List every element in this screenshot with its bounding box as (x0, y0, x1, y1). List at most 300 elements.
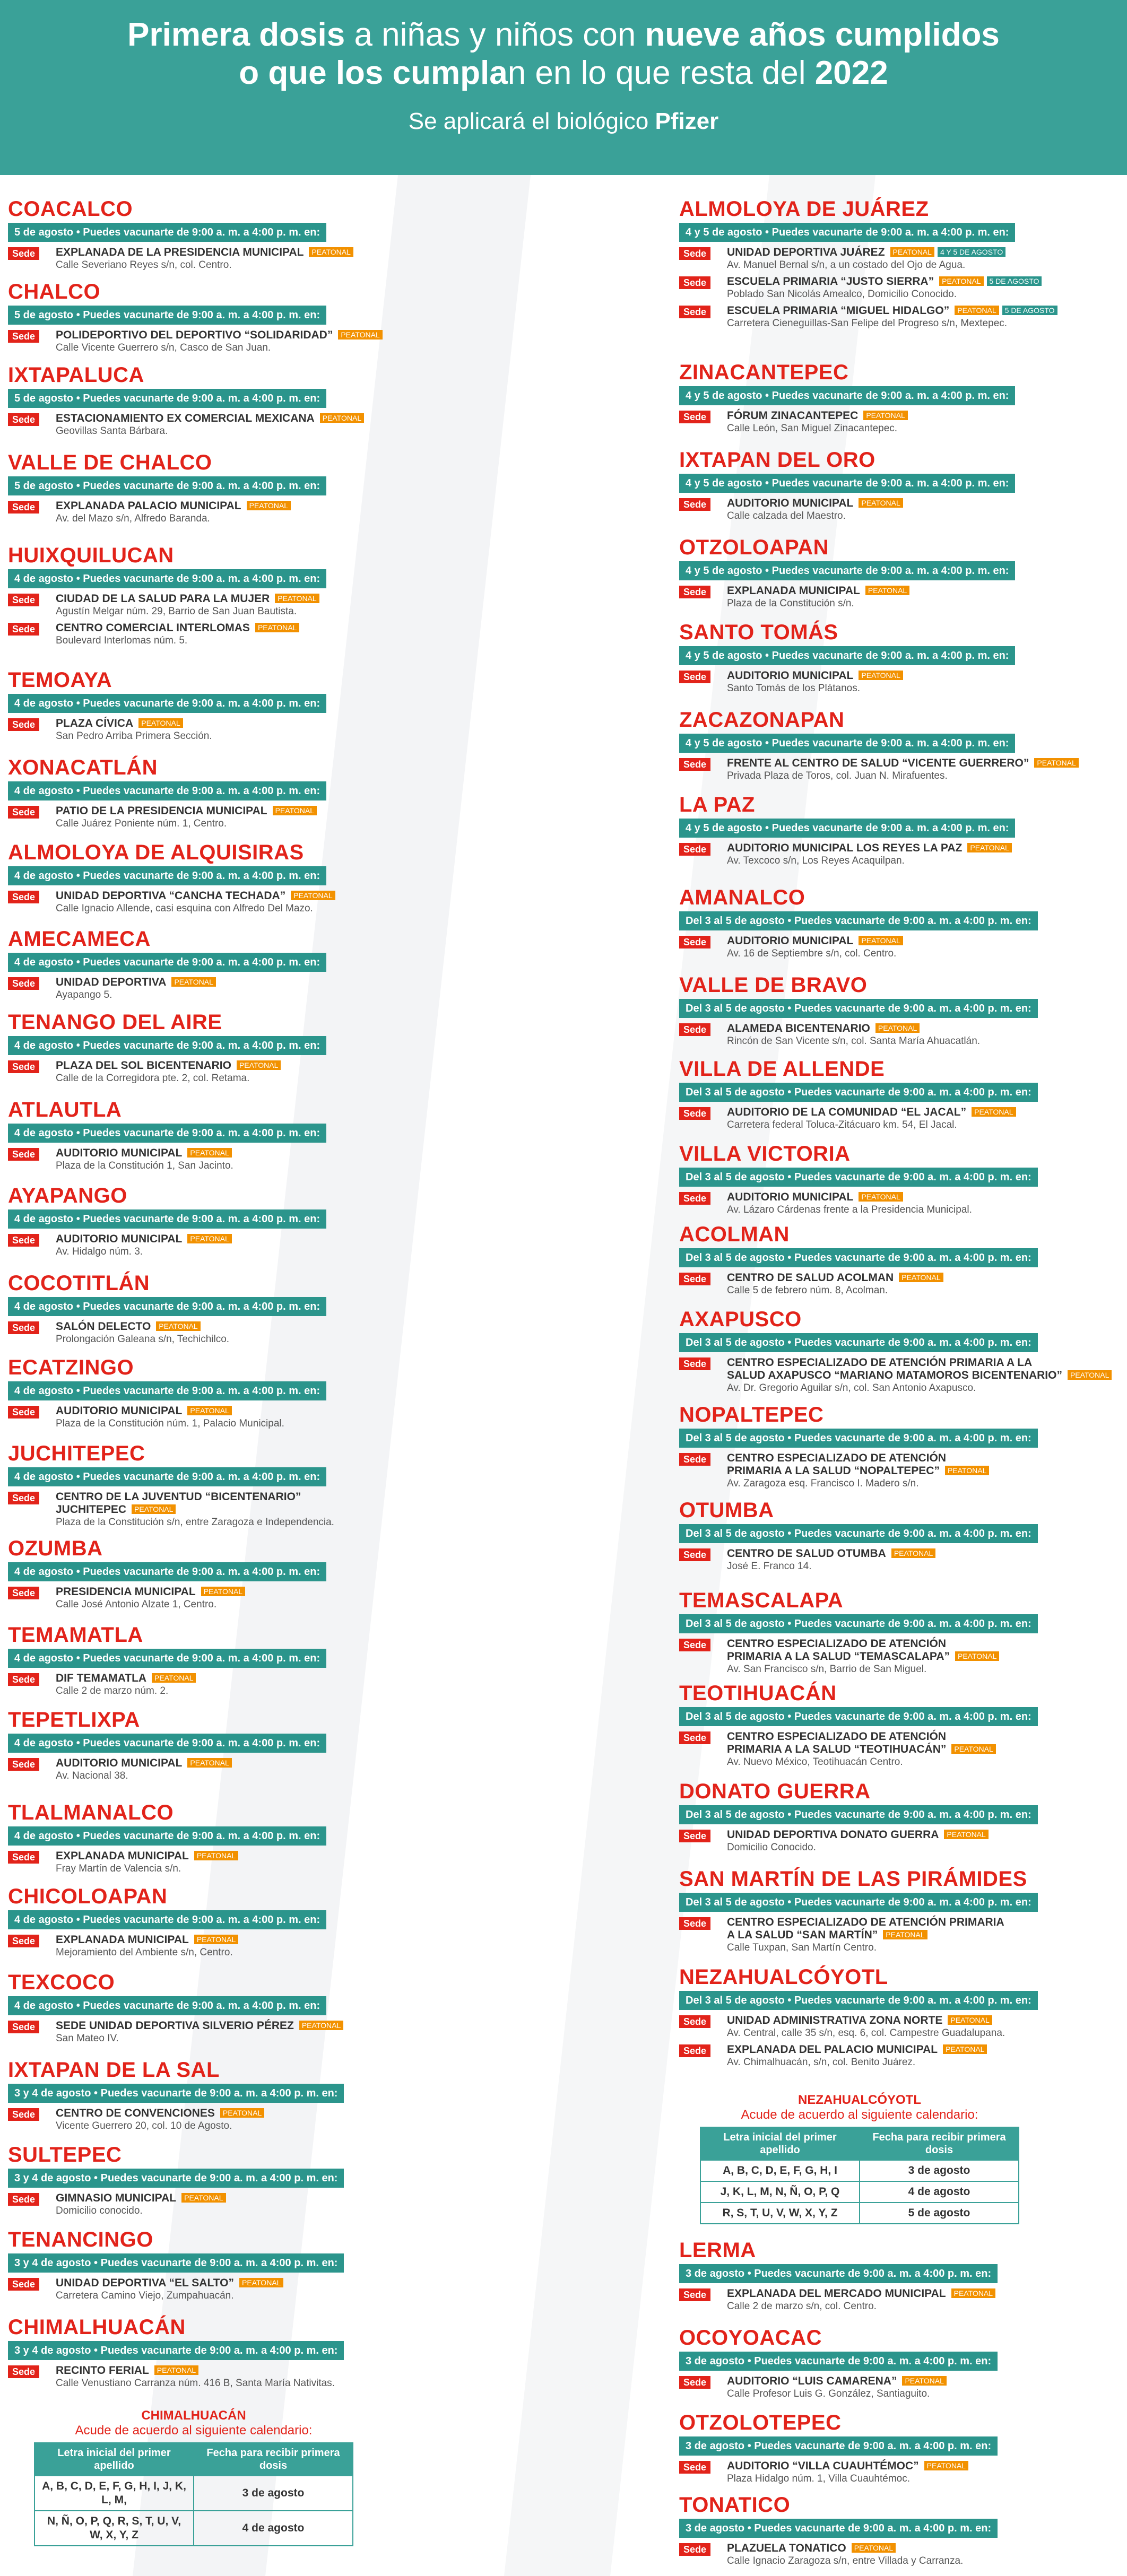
schedule-bar: Del 3 al 5 de agosto • Puedes vacunarte de 9:00 a. m. a 4:00 p. m. en: (679, 1524, 1038, 1543)
sede-tag: Sede (8, 413, 39, 426)
municipality-name: LA PAZ (679, 793, 755, 816)
venue-address: San Mateo IV. (56, 2033, 119, 2044)
venue-address: Plaza de la Constitución s/n, entre Zaragoza e Independencia. (56, 1517, 334, 1528)
municipality-name: TEXCOCO (8, 1971, 115, 1994)
municipality-name: SANTO TOMÁS (679, 621, 838, 644)
schedule-bar: Del 3 al 5 de agosto • Puedes vacunarte de 9:00 a. m. a 4:00 p. m. en: (679, 1707, 1038, 1726)
venue-name-text: CENTRO ESPECIALIZADO DE ATENCIÓN (727, 1730, 947, 1743)
headline-line-1: Primera dosis a niñas y niños con nueve años cumplidos (127, 16, 1000, 53)
venue-name-text: PLAZUELA TONATICO (727, 2542, 846, 2554)
venue-name-text: PLAZA CÍVICA (56, 717, 134, 729)
sede-tag: Sede (8, 2278, 39, 2291)
peatonal-badge: PEATONAL (945, 1466, 989, 1475)
municipality-block (679, 1223, 1125, 1296)
venue-entry (679, 669, 1125, 694)
sede-tag: Sede (8, 1406, 39, 1418)
sede-tag: Sede (679, 2015, 710, 2028)
venue-name-text: CENTRO DE CONVENCIONES (56, 2107, 215, 2119)
venue-address: Mejoramiento del Ambiente s/n, Centro. (56, 1947, 233, 1958)
calendar-subtitle: Acude de acuerdo al siguiente calendario: (75, 2423, 313, 2438)
venue-name-text: UNIDAD DEPORTIVA “CANCHA TECHADA” (56, 890, 286, 902)
venue-entry (679, 1356, 1125, 1394)
sede-tag: Sede (679, 1192, 710, 1205)
venue-name-text: EXPLANADA DE LA PRESIDENCIA MUNICIPAL (56, 246, 304, 258)
municipality-name: NOPALTEPEC (679, 1403, 824, 1426)
venue-name-text: PRIMARIA A LA SALUD “TEOTIHUACÁN” (727, 1743, 947, 1755)
venue-name-line-2 (727, 1465, 1125, 1477)
schedule-bar: 3 de agosto • Puedes vacunarte de 9:00 a. m. a 4:00 p. m. en: (679, 2352, 998, 2371)
venue-entry (8, 2364, 666, 2389)
schedule-bar: Del 3 al 5 de agosto • Puedes vacunarte de 9:00 a. m. a 4:00 p. m. en: (679, 1429, 1038, 1448)
venue-name-text: CENTRO ESPECIALIZADO DE ATENCIÓN PRIMARIA A LA (727, 1356, 1033, 1369)
venue-address: Calle Profesor Luis G. González, Santiaguito. (727, 2388, 930, 2399)
schedule-bar: 3 y 4 de agosto • Puedes vacunarte de 9:00 a. m. a 4:00 p. m. en: (8, 2169, 344, 2188)
vaccine-note: Se aplicará el biológico Pfizer (408, 108, 719, 134)
venue-name-text: AUDITORIO MUNICIPAL (727, 497, 854, 509)
sede-tag: Sede (679, 306, 710, 318)
venue-entry (679, 1191, 1125, 1216)
venue-name-text: UNIDAD ADMINISTRATIVA ZONA NORTE (727, 2014, 943, 2026)
venue-name (56, 500, 666, 512)
venue-entry (679, 497, 1125, 522)
calendar-title: NEZAHUALCÓYOTL (798, 2093, 921, 2107)
venue-entry (679, 1022, 1125, 1047)
venue-entry (679, 2287, 1125, 2312)
venue-name-text: CIUDAD DE LA SALUD PARA LA MUJER (56, 593, 270, 605)
venue-name-text: AUDITORIO MUNICIPAL (727, 935, 854, 947)
municipality-name: VILLA VICTORIA (679, 1142, 851, 1165)
municipality-block (8, 1098, 666, 1172)
venue-address: Calle Severiano Reyes s/n, col. Centro. (56, 259, 232, 271)
venue-entry (8, 2277, 666, 2302)
sede-tag: Sede (8, 1060, 39, 1073)
municipality-block (8, 280, 666, 354)
peatonal-badge: PEATONAL (955, 1651, 999, 1661)
sede-tag: Sede (8, 1935, 39, 1947)
municipality-block (8, 756, 666, 830)
headline-line-2: o que los cumplan en lo que resta del 2022 (239, 55, 888, 91)
letters-cell: A, B, C, D, E, F, G, H, I, J, K, L, M, (34, 2476, 194, 2511)
venue-name-text: AUDITORIO MUNICIPAL (56, 1405, 183, 1417)
municipality-name: AMANALCO (679, 886, 805, 909)
venue-entry (679, 1452, 1125, 1490)
calendar-table (700, 2127, 1019, 2224)
venue-name-text: JUCHITEPEC (56, 1503, 127, 1516)
venue-name-text: GIMNASIO MUNICIPAL (56, 2192, 177, 2204)
venue-name (727, 1272, 1125, 1284)
sede-tag: Sede (679, 2543, 710, 2556)
venue-address: Calle calzada del Maestro. (727, 510, 846, 521)
municipality-name: SAN MARTÍN DE LAS PIRÁMIDES (679, 1867, 1027, 1891)
venue-name (56, 1491, 666, 1503)
venue-name-text: CENTRO ESPECIALIZADO DE ATENCIÓN (727, 1638, 947, 1650)
sede-tag: Sede (679, 843, 710, 856)
schedule-bar: Del 3 al 5 de agosto • Puedes vacunarte de 9:00 a. m. a 4:00 p. m. en: (679, 1893, 1038, 1912)
sede-tag: Sede (679, 1731, 710, 1744)
sede-tag: Sede (679, 276, 710, 289)
venue-name-text: AUDITORIO MUNICIPAL (56, 1147, 183, 1159)
municipality-name: IXTAPAN DE LA SAL (8, 2058, 220, 2082)
municipality-name: ALMOLOYA DE ALQUISIRAS (8, 841, 304, 864)
venue-name-text: EXPLANADA MUNICIPAL (56, 1934, 189, 1946)
municipality-block (8, 1801, 666, 1875)
municipality-name: COACALCO (8, 197, 133, 221)
municipality-block (679, 886, 1125, 960)
municipality-name: AYAPANGO (8, 1184, 127, 1207)
venue-name-text: UNIDAD DEPORTIVA “EL SALTO” (56, 2277, 235, 2289)
calendar-title: CHIMALHUACÁN (141, 2408, 246, 2423)
peatonal-badge: PEATONAL (891, 1548, 935, 1558)
schedule-bar: Del 3 al 5 de agosto • Puedes vacunarte de 9:00 a. m. a 4:00 p. m. en: (679, 1333, 1038, 1352)
venue-name (56, 1059, 666, 1072)
venue-entry (679, 410, 1125, 434)
venue-name-text: DIF TEMAMATLA (56, 1672, 147, 1684)
venue-entry (679, 585, 1125, 610)
venue-address: Av. Texcoco s/n, Los Reyes Acaquilpan. (727, 855, 905, 866)
venue-address: Boulevard Interlomas núm. 5. (56, 635, 188, 646)
venue-name (56, 1405, 666, 1417)
venue-address: Av. del Mazo s/n, Alfredo Baranda. (56, 513, 210, 524)
venue-name-text: ESTACIONAMIENTO EX COMERCIAL MEXICANA (56, 412, 315, 424)
venue-name-text: FÓRUM ZINACANTEPEC (727, 410, 859, 422)
venue-address: Calle 2 de marzo s/n, col. Centro. (727, 2301, 877, 2312)
venue-name-text: EXPLANADA DEL MERCADO MUNICIPAL (727, 2287, 946, 2300)
venue-name-text: ALAMEDA BICENTENARIO (727, 1022, 870, 1034)
venue-name (56, 1757, 666, 1770)
venue-name (56, 1233, 666, 1246)
venue-entry (679, 2014, 1125, 2039)
municipality-name: VALLE DE BRAVO (679, 973, 868, 997)
peatonal-badge: PEATONAL (138, 718, 183, 728)
peatonal-badge: PEATONAL (902, 2376, 946, 2386)
municipality-block (679, 1965, 1125, 2068)
schedule-bar: 4 de agosto • Puedes vacunarte de 9:00 a. m. a 4:00 p. m. en: (8, 1036, 326, 1055)
venue-address: Plaza de la Constitución núm. 1, Palacio Municipal. (56, 1418, 284, 1429)
venue-address: Av. Central, calle 35 s/n, esq. 6, col. Campestre Guadalupana. (727, 2027, 1005, 2039)
venue-address: Calle Venustiano Carranza núm. 416 B, Santa María Nativitas. (56, 2378, 335, 2389)
schedule-bar: 4 de agosto • Puedes vacunarte de 9:00 a. m. a 4:00 p. m. en: (8, 1209, 326, 1229)
municipality-name: TEMOAYA (8, 668, 112, 692)
sede-tag: Sede (679, 1023, 710, 1036)
venue-address: Prolongación Galeana s/n, Techichilco. (56, 1334, 230, 1345)
schedule-bar: 3 y 4 de agosto • Puedes vacunarte de 9:00 a. m. a 4:00 p. m. en: (8, 2253, 344, 2273)
venue-entry (679, 2542, 1125, 2567)
sede-tag: Sede (679, 586, 710, 598)
sede-tag: Sede (679, 1639, 710, 1651)
venue-entry (679, 1106, 1125, 1131)
sede-tag: Sede (8, 1492, 39, 1504)
venue-name (727, 2043, 1125, 2056)
peatonal-badge: PEATONAL (852, 2543, 896, 2553)
schedule-bar: 5 de agosto • Puedes vacunarte de 9:00 a. m. a 4:00 p. m. en: (8, 389, 326, 408)
venue-name-line-2 (56, 1503, 666, 1516)
venue-entry (8, 1850, 666, 1875)
sede-tag: Sede (8, 1321, 39, 1334)
venue-name (56, 2020, 666, 2032)
schedule-bar: 4 de agosto • Puedes vacunarte de 9:00 a. m. a 4:00 p. m. en: (8, 1297, 326, 1316)
venue-entry (679, 2375, 1125, 2400)
venue-entry (8, 1757, 666, 1782)
date-cell: 5 de agosto (860, 2203, 1019, 2224)
venue-name (727, 246, 1125, 259)
venue-name (727, 1356, 1125, 1369)
municipality-block (8, 1442, 666, 1528)
calendar-table (34, 2442, 353, 2546)
venue-name-text: AUDITORIO “VILLA CUAUHTÉMOC” (727, 2460, 919, 2472)
sede-tag: Sede (679, 1273, 710, 1285)
date-badge: 4 Y 5 DE AGOSTO (938, 247, 1005, 257)
municipality-name: CHALCO (8, 280, 101, 303)
municipality-block (8, 363, 666, 437)
municipality-name: OTZOLOAPAN (679, 536, 829, 559)
municipality-name: JUCHITEPEC (8, 1442, 145, 1465)
schedule-bar: 4 de agosto • Puedes vacunarte de 9:00 a. m. a 4:00 p. m. en: (8, 694, 326, 713)
schedule-bar: Del 3 al 5 de agosto • Puedes vacunarte de 9:00 a. m. a 4:00 p. m. en: (679, 1248, 1038, 1267)
sede-tag: Sede (8, 2365, 39, 2378)
venue-name (56, 976, 666, 989)
peatonal-badge: PEATONAL (1068, 1370, 1112, 1380)
venue-name (727, 2287, 1125, 2300)
venue-address: Calle Ignacio Zaragoza s/n, entre Villada y Carranza. (727, 2555, 964, 2566)
venue-address: Av. Nacional 38. (56, 1770, 128, 1781)
venue-name-text: A LA SALUD “SAN MARTÍN” (727, 1929, 878, 1941)
municipality-block (8, 1184, 666, 1258)
venue-name-text: FRENTE AL CENTRO DE SALUD “VICENTE GUERRERO” (727, 757, 1029, 769)
municipality-block (8, 1537, 666, 1611)
municipality-name: XONACATLÁN (8, 756, 158, 779)
venue-address: Calle 5 de febrero núm. 8, Acolman. (727, 1285, 888, 1296)
peatonal-badge: PEATONAL (890, 247, 934, 257)
date-cell: 4 de agosto (194, 2511, 353, 2546)
municipality-block (679, 1308, 1125, 1394)
municipality-block (679, 1499, 1125, 1572)
municipality-block (679, 973, 1125, 1047)
venue-name-text: SALÓN DELECTO (56, 1320, 151, 1333)
municipality-block (679, 2326, 1125, 2400)
peatonal-badge: PEATONAL (154, 2365, 198, 2375)
venue-entry (679, 935, 1125, 960)
municipality-block (679, 793, 1125, 867)
venue-name (727, 2375, 1125, 2388)
venue-entry (679, 757, 1125, 782)
venue-address: Av. Chimalhuacán, s/n, col. Benito Juárez. (727, 2057, 916, 2068)
schedule-bar: 4 de agosto • Puedes vacunarte de 9:00 a. m. a 4:00 p. m. en: (8, 1826, 326, 1846)
schedule-bar: 4 de agosto • Puedes vacunarte de 9:00 a. m. a 4:00 p. m. en: (8, 866, 326, 885)
municipality-block (679, 1403, 1125, 1490)
schedule-bar: 4 de agosto • Puedes vacunarte de 9:00 a. m. a 4:00 p. m. en: (8, 1996, 326, 2015)
venue-name (56, 1147, 666, 1160)
municipality-block (8, 2058, 666, 2132)
schedule-bar: 4 y 5 de agosto • Puedes vacunarte de 9:00 a. m. a 4:00 p. m. en: (679, 223, 1015, 242)
schedule-bar: 3 y 4 de agosto • Puedes vacunarte de 9:00 a. m. a 4:00 p. m. en: (8, 2341, 344, 2360)
nezahualcoyotl-calendar (690, 2093, 1029, 2224)
venue-name-text: EXPLANADA MUNICIPAL (727, 585, 860, 597)
venue-name (727, 842, 1125, 855)
venue-name-text: PRESIDENCIA MUNICIPAL (56, 1586, 196, 1598)
schedule-bar: 4 de agosto • Puedes vacunarte de 9:00 a. m. a 4:00 p. m. en: (8, 1649, 326, 1668)
schedule-bar: Del 3 al 5 de agosto • Puedes vacunarte de 9:00 a. m. a 4:00 p. m. en: (679, 1991, 1038, 2010)
venue-name (727, 1022, 1125, 1035)
venue-address: Carretera Camino Viejo, Zumpahuacán. (56, 2290, 234, 2301)
peatonal-badge: PEATONAL (255, 623, 299, 632)
sede-tag: Sede (679, 247, 710, 260)
municipality-name: TEOTIHUACÁN (679, 1682, 837, 1705)
peatonal-badge: PEATONAL (859, 498, 903, 508)
sede-tag: Sede (679, 498, 710, 511)
peatonal-badge: PEATONAL (181, 2193, 226, 2203)
venue-entry (8, 1320, 666, 1345)
venue-entry (679, 1638, 1125, 1675)
sede-tag: Sede (8, 2193, 39, 2206)
venue-name (727, 2542, 1125, 2555)
sede-tag: Sede (8, 594, 39, 606)
peatonal-badge: PEATONAL (187, 1406, 231, 1415)
peatonal-badge: PEATONAL (309, 247, 353, 257)
venue-address: Privada Plaza de Toros, col. Juan N. Mirafuentes. (727, 770, 948, 781)
sede-tag: Sede (679, 411, 710, 423)
municipality-block (679, 2493, 1125, 2567)
peatonal-badge: PEATONAL (1034, 758, 1078, 768)
schedule-bar: 4 y 5 de agosto • Puedes vacunarte de 9:00 a. m. a 4:00 p. m. en: (679, 819, 1015, 838)
venue-name-text: EXPLANADA DEL PALACIO MUNICIPAL (727, 2043, 938, 2056)
sede-tag: Sede (679, 2044, 710, 2057)
peatonal-badge: PEATONAL (220, 2108, 264, 2118)
venue-entry (679, 275, 1125, 300)
venue-entry (679, 842, 1125, 867)
municipality-name: AMECAMECA (8, 927, 151, 951)
venue-name (727, 497, 1125, 510)
schedule-bar: 4 y 5 de agosto • Puedes vacunarte de 9:00 a. m. a 4:00 p. m. en: (679, 386, 1015, 405)
venue-name-text: UNIDAD DEPORTIVA DONATO GUERRA (727, 1829, 939, 1841)
municipality-name: CHICOLOAPAN (8, 1885, 168, 1908)
peatonal-badge: PEATONAL (951, 1744, 995, 1754)
municipality-name: HUIXQUILUCAN (8, 544, 174, 567)
sede-tag: Sede (8, 1234, 39, 1247)
municipality-name: AXAPUSCO (679, 1308, 802, 1331)
venue-name (727, 410, 1125, 422)
venue-name (727, 1547, 1125, 1560)
venue-entry (8, 1672, 666, 1697)
venue-name (56, 2107, 666, 2120)
peatonal-badge: PEATONAL (194, 1935, 238, 1944)
municipality-name: ZINACANTEPEC (679, 361, 849, 384)
venue-name (727, 757, 1125, 770)
municipality-name: NEZAHUALCÓYOTL (679, 1965, 888, 1989)
venue-name (56, 412, 666, 425)
venue-address: Ayapango 5. (56, 989, 112, 1000)
venue-entry (8, 246, 666, 271)
chimalhuacan-calendar (29, 2408, 358, 2546)
schedule-bar: 4 y 5 de agosto • Puedes vacunarte de 9:00 a. m. a 4:00 p. m. en: (679, 561, 1015, 580)
venue-address: Geovillas Santa Bárbara. (56, 425, 168, 437)
municipality-name: TEMAMATLA (8, 1623, 143, 1647)
municipality-name: ZACAZONAPAN (679, 708, 845, 732)
venue-name (56, 1586, 666, 1598)
venue-name-text: PLAZA DEL SOL BICENTENARIO (56, 1059, 231, 1072)
municipality-block (8, 2316, 666, 2389)
peatonal-badge: PEATONAL (291, 891, 335, 900)
venue-entry (8, 805, 666, 830)
venue-entry (8, 412, 666, 437)
venue-name (56, 2277, 666, 2290)
sede-tag: Sede (8, 1758, 39, 1771)
schedule-bar: 3 de agosto • Puedes vacunarte de 9:00 a. m. a 4:00 p. m. en: (679, 2519, 998, 2538)
venue-address: Vicente Guerrero 20, col. 10 de Agosto. (56, 2120, 232, 2131)
venue-name-text: AUDITORIO MUNICIPAL (56, 1233, 183, 1245)
venue-name (727, 1106, 1125, 1119)
peatonal-badge: PEATONAL (239, 2278, 283, 2287)
venue-name-text: ESCUELA PRIMARIA “JUSTO SIERRA” (727, 275, 934, 288)
venue-address: Domicilio conocido. (56, 2205, 143, 2216)
municipality-block (679, 197, 1125, 329)
peatonal-badge: PEATONAL (273, 806, 317, 815)
peatonal-badge: PEATONAL (859, 936, 903, 945)
letters-cell: J, K, L, M, N, Ñ, O, P, Q (700, 2181, 860, 2203)
peatonal-badge: PEATONAL (944, 1830, 988, 1839)
venue-name (727, 1916, 1125, 1929)
municipality-block (679, 1867, 1125, 1954)
municipality-block (8, 2143, 666, 2217)
municipality-block (8, 1623, 666, 1697)
sede-tag: Sede (8, 623, 39, 636)
venue-entry (679, 304, 1125, 329)
venue-name (56, 805, 666, 817)
peatonal-badge: PEATONAL (194, 1851, 238, 1860)
venue-address: Fray Martín de Valencia s/n. (56, 1863, 181, 1874)
venue-entry (8, 593, 666, 617)
letters-cell: A, B, C, D, E, F, G, H, I (700, 2160, 860, 2181)
venue-name-line-2 (727, 1369, 1125, 1382)
venue-name (727, 1829, 1125, 1841)
venue-address: Calle Juárez Poniente núm. 1, Centro. (56, 818, 227, 829)
schedule-bar: 5 de agosto • Puedes vacunarte de 9:00 a. m. a 4:00 p. m. en: (8, 223, 326, 242)
municipality-name: OCOYOACAC (679, 2326, 822, 2349)
venue-name (56, 622, 666, 634)
municipality-block (679, 1142, 1125, 1216)
municipality-name: LERMA (679, 2239, 756, 2262)
municipality-block (679, 708, 1125, 782)
date-badge: 5 DE AGOSTO (987, 276, 1042, 286)
peatonal-badge: PEATONAL (955, 306, 999, 315)
venue-entry (679, 1829, 1125, 1853)
venue-entry (679, 246, 1125, 271)
municipality-name: TEPETLIXPA (8, 1708, 140, 1731)
sede-tag: Sede (8, 891, 39, 903)
venue-entry (679, 2460, 1125, 2485)
municipality-name: DONATO GUERRA (679, 1780, 871, 1803)
schedule-bar: 4 de agosto • Puedes vacunarte de 9:00 a. m. a 4:00 p. m. en: (8, 781, 326, 800)
date-cell: 3 de agosto (194, 2476, 353, 2511)
municipality-block (8, 1708, 666, 1782)
venue-address: Carretera Cieneguillas-San Felipe del Progreso s/n, Mextepec. (727, 318, 1008, 329)
venue-name (727, 1730, 1125, 1743)
sede-tag: Sede (679, 936, 710, 948)
peatonal-badge: PEATONAL (132, 1504, 176, 1514)
venue-name-text: CENTRO COMERCIAL INTERLOMAS (56, 622, 250, 634)
venue-name-text: AUDITORIO “LUIS CAMARENA” (727, 2375, 897, 2387)
calendar-subtitle: Acude de acuerdo al siguiente calendario: (741, 2108, 978, 2122)
peatonal-badge: PEATONAL (187, 1148, 231, 1158)
peatonal-badge: PEATONAL (152, 1673, 196, 1683)
venue-name-text: PRIMARIA A LA SALUD “NOPALTEPEC” (727, 1465, 940, 1477)
municipality-block (8, 841, 666, 915)
sede-tag: Sede (8, 1673, 39, 1686)
schedule-bar: Del 3 al 5 de agosto • Puedes vacunarte de 9:00 a. m. a 4:00 p. m. en: (679, 1083, 1038, 1102)
peatonal-badge: PEATONAL (859, 1192, 903, 1202)
sede-tag: Sede (679, 2461, 710, 2474)
schedule-bar: 5 de agosto • Puedes vacunarte de 9:00 a. m. a 4:00 p. m. en: (8, 306, 326, 325)
date-badge: 5 DE AGOSTO (1002, 306, 1057, 315)
